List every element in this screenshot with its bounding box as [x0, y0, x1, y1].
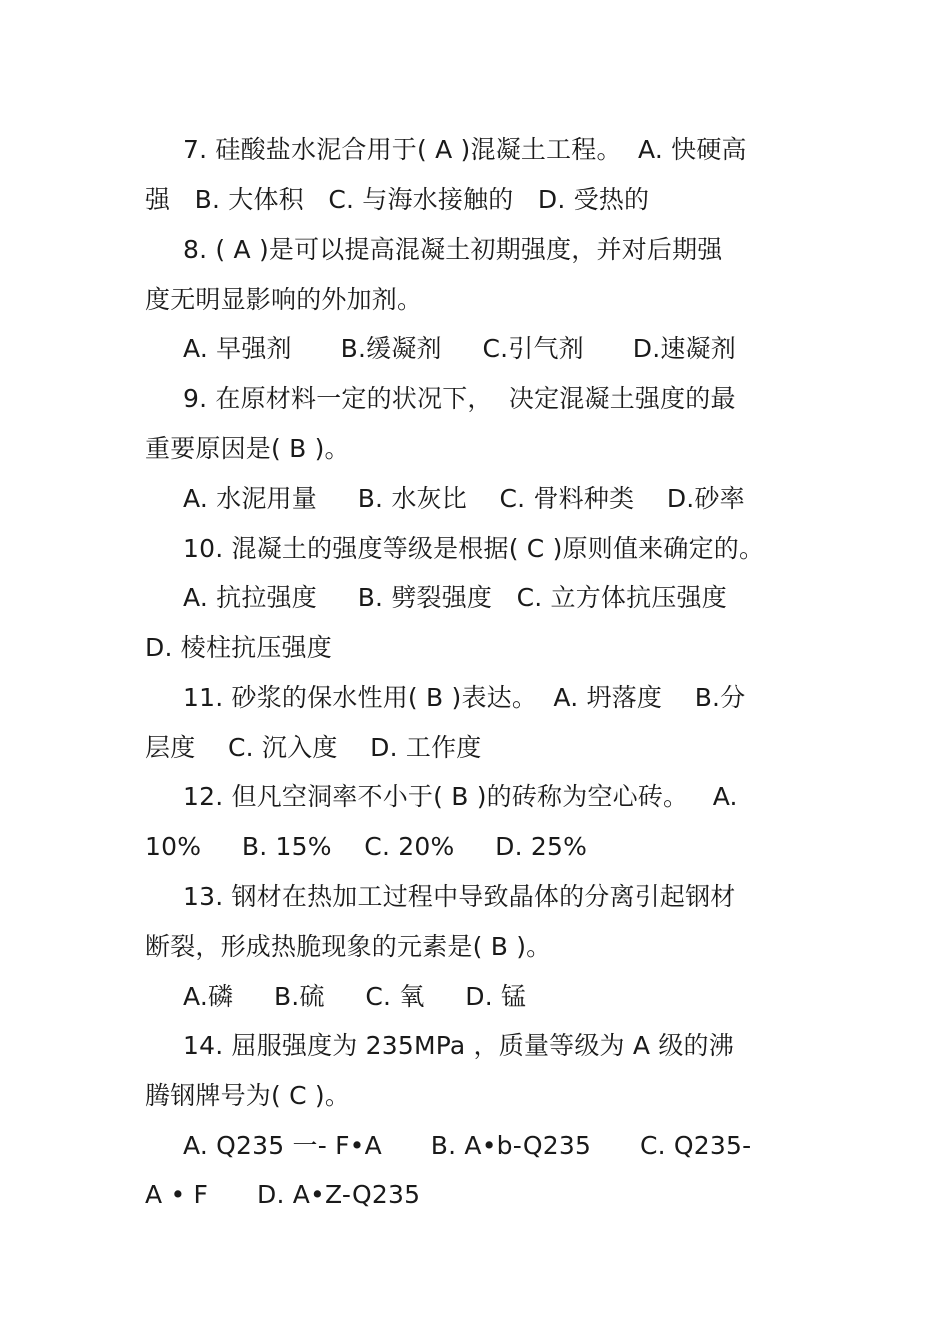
- question-9-options: A. 水泥用量 B. 水灰比 C. 骨料种类 D.砂率: [183, 484, 745, 513]
- question-8-line-2: 度无明显影响的外加剂。: [145, 285, 423, 314]
- question-13-line-2: 断裂，形成热脆现象的元素是( B )。: [145, 932, 552, 961]
- question-14-line-2: 腾钢牌号为( C )。: [145, 1081, 351, 1110]
- question-8-options: A. 早强剂 B.缓凝剂 C.引气剂 D.速凝剂: [183, 334, 736, 363]
- question-10-line-1: 10. 混凝土的强度等级是根据( C )原则值来确定的。: [183, 534, 765, 563]
- question-9-line-1: 9. 在原材料一定的状况下， 决定混凝土强度的最: [183, 384, 736, 413]
- question-13-line-1: 13. 钢材在热加工过程中导致晶体的分离引起钢材: [183, 882, 736, 911]
- question-9-line-2: 重要原因是( B )。: [145, 434, 350, 463]
- question-13-options: A.磷 B.硫 C. 氧 D. 锰: [183, 982, 527, 1011]
- question-11-line-2: 层度 C. 沉入度 D. 工作度: [145, 733, 482, 762]
- question-7-line-1: 7. 硅酸盐水泥合用于( A )混凝土工程。 A. 快硬高: [183, 135, 747, 164]
- question-14-options-2: A • F D. A•Z-Q235: [145, 1180, 421, 1209]
- question-14-line-1: 14. 屈服强度为 235MPa ，质量等级为 A 级的沸: [183, 1031, 734, 1060]
- question-10-options-2: D. 棱柱抗压强度: [145, 633, 332, 662]
- question-7-line-2: 强 B. 大体积 C. 与海水接触的 D. 受热的: [145, 185, 650, 214]
- question-11-line-1: 11. 砂浆的保水性用( B )表达。 A. 坍落度 B.分: [183, 683, 746, 712]
- question-12-line-2: 10% B. 15% C. 20% D. 25%: [145, 832, 588, 861]
- question-10-options-1: A. 抗拉强度 B. 劈裂强度 C. 立方体抗压强度: [183, 583, 727, 612]
- question-8-line-1: 8. ( A )是可以提高混凝土初期强度，并对后期强: [183, 235, 723, 264]
- question-14-options-1: A. Q235 一- F•A B. A•b-Q235 C. Q235-: [183, 1131, 752, 1160]
- question-12-line-1: 12. 但凡空洞率不小于( B )的砖称为空心砖。 A.: [183, 782, 738, 811]
